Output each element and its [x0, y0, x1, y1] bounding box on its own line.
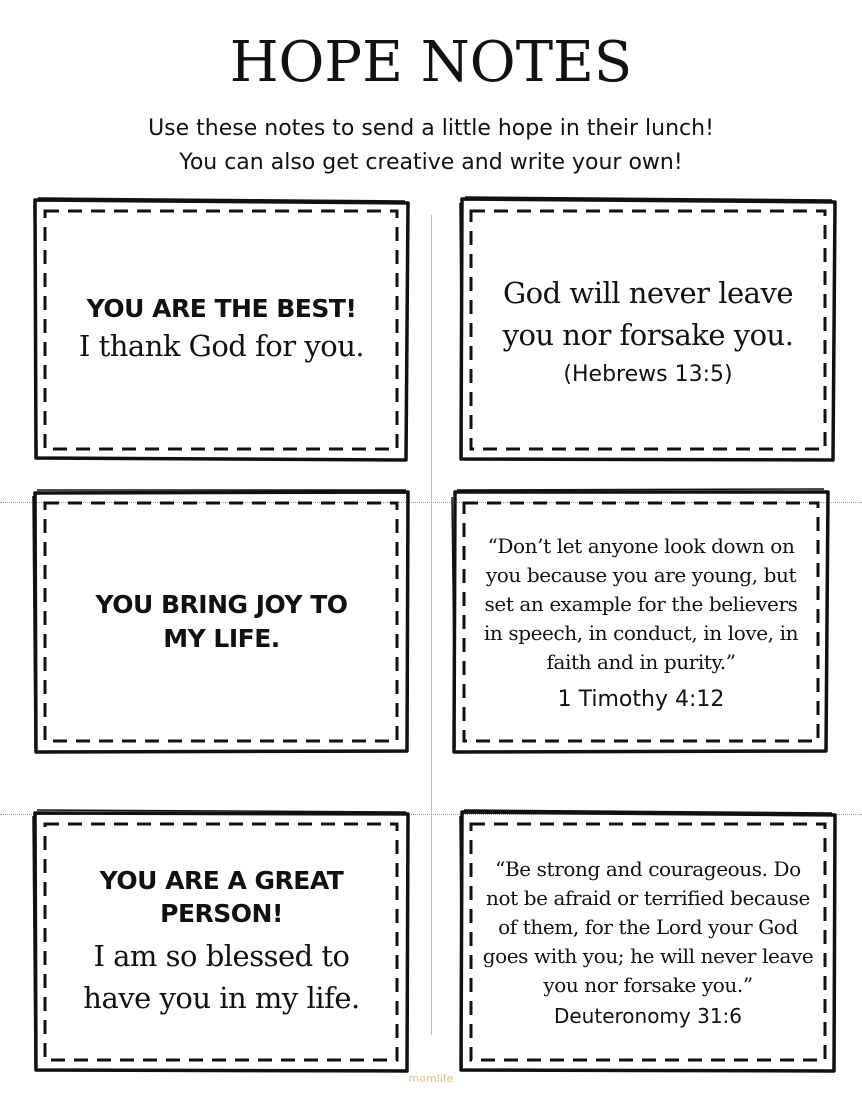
note-heading-line-2: PERSON!: [160, 899, 283, 929]
verse-line: “Be strong and courageous. Do: [495, 857, 801, 881]
note-card-2: [459, 197, 837, 462]
verse-line: in speech, in conduct, in love, in: [483, 620, 799, 645]
note-text-line-2: have you in my life.: [83, 981, 360, 1016]
note-content: [33, 810, 410, 1073]
note-heading-line-1: YOU ARE A GREAT: [99, 865, 344, 895]
note-content: [452, 489, 830, 754]
note-reference: 1 Timothy 4:12: [557, 686, 725, 712]
verse-line: of them, for the Lord your God: [498, 915, 798, 939]
note-content: [33, 197, 410, 462]
note-text-line-2: you nor forsake you.: [502, 318, 794, 352]
note-card-1: [33, 197, 410, 462]
note-reference: Deuteronomy 31:6: [553, 1004, 743, 1028]
note-text-line-1: God will never leave: [502, 275, 793, 310]
verse-line: not be afraid or terrified because: [486, 886, 810, 910]
note-content: [459, 197, 837, 462]
note-heading: YOU ARE THE BEST!: [86, 293, 357, 323]
note-card-3: [33, 489, 410, 754]
page-title: HOPE NOTES: [229, 30, 633, 95]
note-content: [33, 489, 410, 754]
note-heading-line-1: YOU BRING JOY TO: [95, 589, 348, 619]
verse-line: “Don’t let anyone look down on: [487, 533, 795, 558]
subtitle-line-1: Use these notes to send a little hope in their lunch!: [148, 116, 714, 141]
verse-line: goes with you; he will never leave: [482, 944, 814, 968]
verse-line: you because you are young, but: [485, 562, 797, 587]
subtitle-line-2: You can also get creative and write your own!: [179, 150, 683, 175]
note-card-6: [459, 810, 837, 1073]
verse-line: set an example for the believers: [484, 591, 798, 616]
note-text-line-1: I am so blessed to: [93, 939, 350, 974]
momlife-logo: momlife: [408, 1072, 454, 1085]
verse-line: you nor forsake you.”: [543, 973, 753, 997]
note-text: I thank God for you.: [78, 329, 365, 364]
note-card-5: [33, 810, 410, 1073]
note-reference: (Hebrews 13:5): [563, 362, 733, 388]
note-heading-line-2: MY LIFE.: [163, 623, 280, 653]
verse-line: faith and in purity.”: [546, 649, 736, 674]
note-content: [459, 810, 837, 1073]
note-card-4: [452, 489, 830, 754]
cut-guide-vertical: [431, 215, 432, 1035]
